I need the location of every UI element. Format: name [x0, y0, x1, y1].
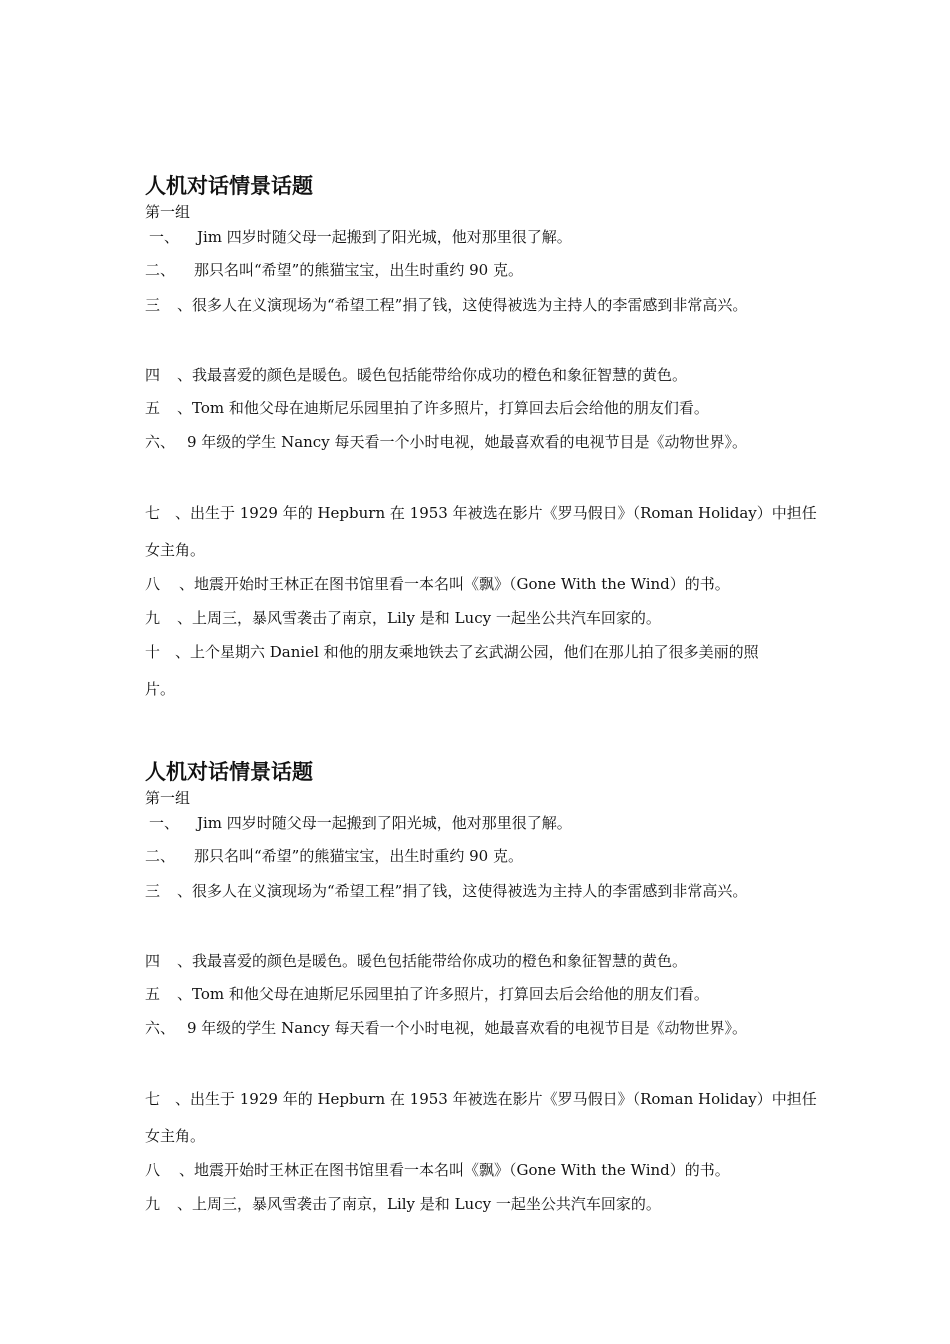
item-text: 、很多人在义演现场为“希望工程”捐了钱，这使得被选为主持人的李雷感到非常高兴。	[177, 296, 748, 314]
list-item	[145, 228, 572, 246]
list-item	[145, 643, 759, 661]
item-text: 、出生于 1929 年的 Hepburn 在 1953 年被选在影片《罗马假日》（Roman Holiday）中担任	[175, 1090, 817, 1108]
item-number: 一、	[149, 814, 180, 832]
item-number: 八	[145, 575, 161, 593]
item-number: 九	[145, 609, 161, 627]
item-number: 二、	[145, 261, 176, 279]
list-item	[145, 847, 523, 865]
item-number: 二、	[145, 847, 176, 865]
list-item	[145, 1195, 661, 1213]
list-item	[145, 575, 730, 593]
item-continuation: 片。	[145, 680, 176, 698]
item-number: 五	[145, 399, 161, 417]
section-title: 人机对话情景话题	[145, 759, 313, 784]
item-text: Jim 四岁时随父母一起搬到了阳光城，他对那里很了解。	[197, 228, 572, 246]
item-number: 八	[145, 1161, 161, 1179]
item-text: 、我最喜爱的颜色是暖色。暖色包括能带给你成功的橙色和象征智慧的黄色。	[177, 366, 688, 384]
item-text: 、我最喜爱的颜色是暖色。暖色包括能带给你成功的橙色和象征智慧的黄色。	[177, 952, 688, 970]
item-continuation: 女主角。	[145, 1127, 206, 1145]
list-item	[145, 1090, 817, 1108]
list-item	[145, 261, 523, 279]
list-item	[145, 1161, 730, 1179]
group-label: 第一组	[145, 789, 191, 807]
list-item	[145, 296, 747, 314]
item-number: 四	[145, 952, 161, 970]
list-item	[145, 399, 709, 417]
list-item	[145, 985, 709, 1003]
item-text: 、很多人在义演现场为“希望工程”捐了钱，这使得被选为主持人的李雷感到非常高兴。	[177, 882, 748, 900]
item-text: 、地震开始时王林正在图书馆里看一本名叫《飘》（Gone With the Wind）的书。	[179, 575, 730, 593]
item-text: 9 年级的学生 Nancy 每天看一个小时电视，她最喜欢看的电视节目是《动物世界》。	[187, 1019, 747, 1037]
item-text: Jim 四岁时随父母一起搬到了阳光城，他对那里很了解。	[197, 814, 572, 832]
item-text: 那只名叫“希望”的熊猫宝宝，出生时重约 90 克。	[194, 261, 523, 279]
item-text: 、上个星期六 Daniel 和他的朋友乘地铁去了玄武湖公园，他们在那儿拍了很多美丽的照	[175, 643, 759, 661]
item-number: 四	[145, 366, 161, 384]
group-label: 第一组	[145, 203, 191, 221]
item-text: 、上周三，暴风雪袭击了南京，Lily 是和 Lucy 一起坐公共汽车回家的。	[177, 1195, 661, 1213]
item-number: 三	[145, 882, 161, 900]
item-text: 、上周三，暴风雪袭击了南京，Lily 是和 Lucy 一起坐公共汽车回家的。	[177, 609, 661, 627]
item-continuation: 女主角。	[145, 541, 206, 559]
item-text: 那只名叫“希望”的熊猫宝宝，出生时重约 90 克。	[194, 847, 523, 865]
list-item	[145, 504, 817, 522]
list-item	[145, 433, 747, 451]
item-text: 9 年级的学生 Nancy 每天看一个小时电视，她最喜欢看的电视节目是《动物世界》。	[187, 433, 747, 451]
item-number: 六、	[145, 1019, 176, 1037]
item-number: 七	[145, 504, 161, 522]
list-item	[145, 814, 572, 832]
list-item	[145, 882, 747, 900]
section-title: 人机对话情景话题	[145, 173, 313, 198]
item-text: 、出生于 1929 年的 Hepburn 在 1953 年被选在影片《罗马假日》（Roman Holiday）中担任	[175, 504, 817, 522]
list-item	[145, 609, 661, 627]
item-number: 六、	[145, 433, 176, 451]
item-number: 三	[145, 296, 161, 314]
item-number: 一、	[149, 228, 180, 246]
item-text: 、Tom 和他父母在迪斯尼乐园里拍了许多照片，打算回去后会给他的朋友们看。	[177, 985, 709, 1003]
item-number: 九	[145, 1195, 161, 1213]
list-item	[145, 952, 687, 970]
item-number: 七	[145, 1090, 161, 1108]
item-text: 、地震开始时王林正在图书馆里看一本名叫《飘》（Gone With the Wind）的书。	[179, 1161, 730, 1179]
item-number: 五	[145, 985, 161, 1003]
item-text: 、Tom 和他父母在迪斯尼乐园里拍了许多照片，打算回去后会给他的朋友们看。	[177, 399, 709, 417]
list-item	[145, 366, 687, 384]
list-item	[145, 1019, 747, 1037]
item-number: 十	[145, 643, 161, 661]
